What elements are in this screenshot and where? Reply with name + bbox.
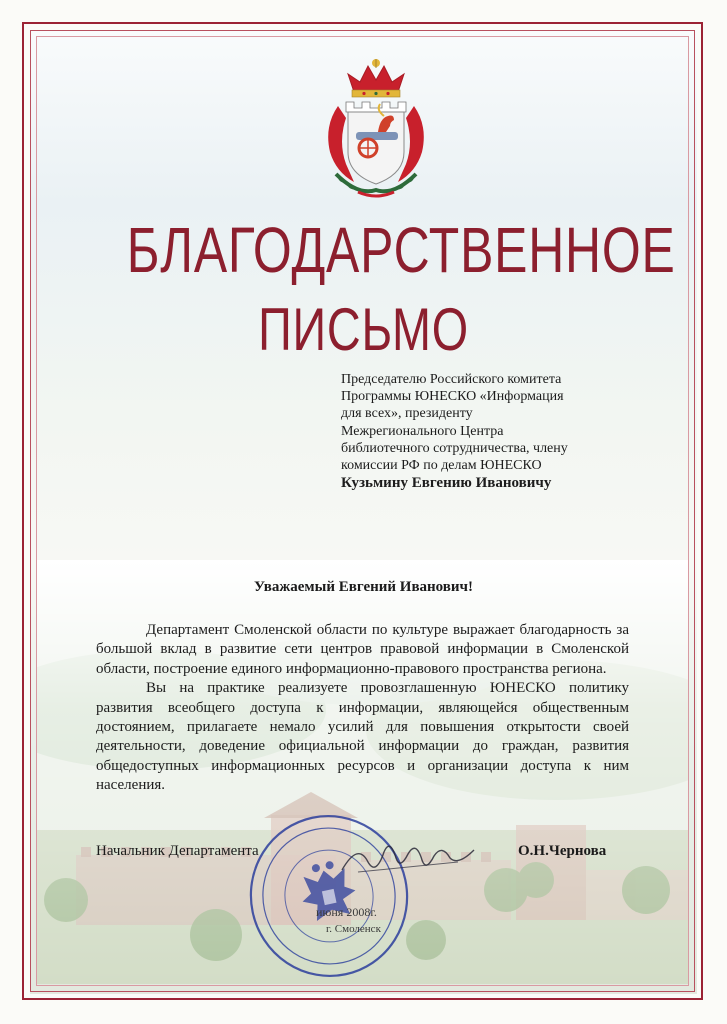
addressee-line: Программы ЮНЕСКО «Информация <box>341 389 564 405</box>
addressee-block <box>341 371 641 492</box>
letter-body <box>96 621 629 796</box>
coat-of-arms-emblem <box>318 56 434 202</box>
signature-scribble <box>338 832 478 880</box>
body-paragraph: Департамент Смоленской области по культуре выражает благодарность за большой вклад в развитие сети центров правовой информации в Смоленской области, построение единого информационно-правового пространства региона. <box>96 622 629 677</box>
stamp-place: г. Смоленск <box>326 923 381 935</box>
stamp-date: июня 2008г. <box>316 905 377 919</box>
document-subtitle: ПИСЬМО <box>258 296 469 363</box>
document-title: БЛАГОДАРСТВЕННОЕ <box>126 214 676 286</box>
addressee-line: библиотечного сотрудничества, члену <box>341 440 568 456</box>
greeting: Уважаемый Евгений Иванович! <box>253 579 474 595</box>
addressee-line: комиссии РФ по делам ЮНЕСКО <box>341 458 542 474</box>
signatory-name: О.Н.Чернова <box>518 843 607 859</box>
addressee-line: Межрегионального Центра <box>341 423 504 439</box>
signatory-title: Начальник Департамента <box>96 843 259 859</box>
body-paragraph: Вы на практике реализуете провозглашенную ЮНЕСКО политику развития всеобщего доступа к информации, являющейся общественным достоянием, прилагаете немало усилий для повышения открытости своей деятельности, доведение официальной информации до граждан, развития общедоступных информационных ресурсов и организации доступа к ним населения. <box>96 680 629 794</box>
addressee-line: Председателю Российского комитета <box>341 372 562 387</box>
addressee-name: Кузьмину Евгению Ивановичу <box>341 475 552 492</box>
addressee-line: для всех», президенту <box>341 406 473 422</box>
